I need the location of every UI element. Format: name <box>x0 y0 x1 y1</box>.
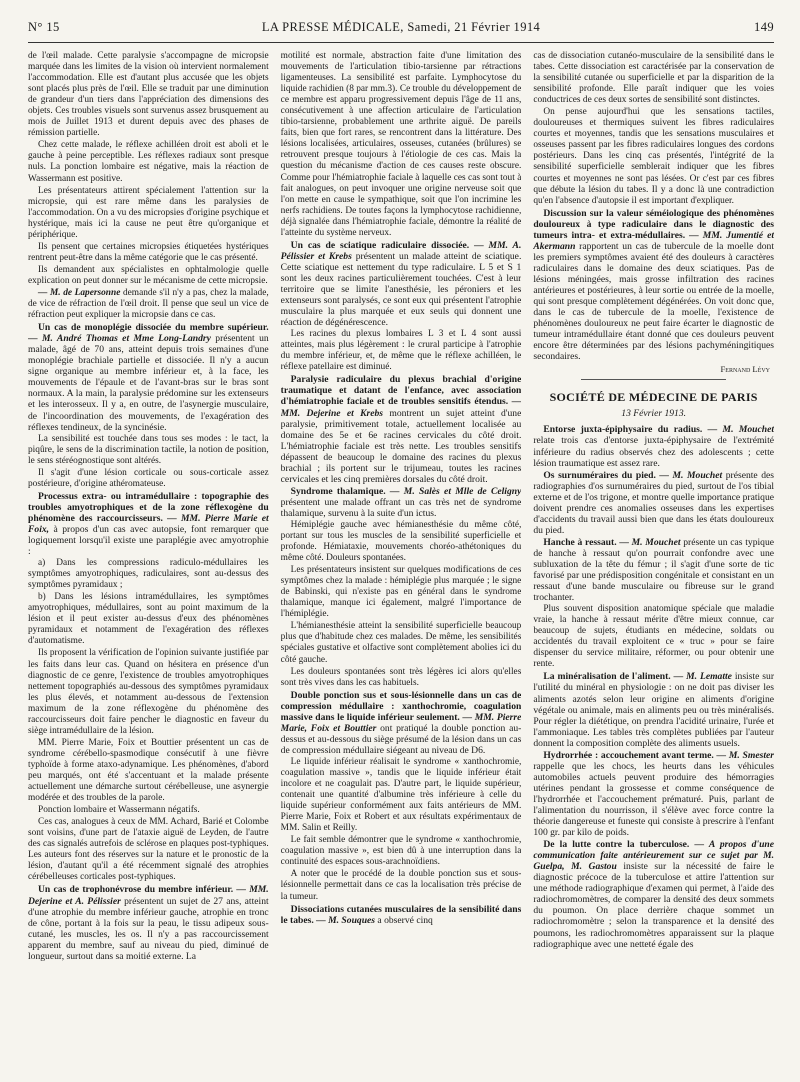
section-title: Hydrorrhée : accouchement avant terme. <box>543 749 714 761</box>
paragraph: Le fait semble démontrer que le syndrome « xanthochromie, coagulation massive », est bien dû à une interruption dans la continuité des espaces sous-arachnoïdiens. <box>280 835 522 868</box>
paragraph: Il s'agit d'une lésion corticale ou sous-corticale assez postérieure, d'origine athéromateuse. <box>28 467 269 489</box>
section-title: Paralysie radiculaire du plexus brachial d'origine traumatique et datant de l'enfance, avec association d'hémiatrophie faciale et de troubles sensitifs étendus. <box>280 374 522 408</box>
section-title: Hanche à ressaut. <box>543 536 617 548</box>
column-1 <box>28 51 269 1071</box>
section-heading <box>281 690 522 756</box>
running-header <box>28 14 774 43</box>
column-2 <box>281 51 522 1071</box>
paragraph: motilité est normale, abstraction faite d'une limitation des mouvements de l'articulation tibio-tarsienne par rétractions ligamenteuses. La sensibilité est parfaite. Lymphocytose du liquide rachidien (8 par mm.3). Ce trouble du développement de ce membre est apparu progressivement depuis l'âge de 11 ans, consécutivement à une affection articulaire de l'articulation tibio-tarsienne, probablement une arthrite aiguë. De pareils faits, bien que fort rares, se rencontrent dans la littérature. Des lésions localisées, articulaires, osseuses, cutanées (brûlures) se retrouvent presque toujours à l'étiologie de ces cas. Mais la question du mécanisme d'action de ces causes reste obscure. Comme pour l'hémiatrophie faciale à laquelle ces cas sont tout à fait analogues, on peut invoquer une origine nerveuse soit que l'on mette en cause le sympathique, soit que l'on incrimine les nerfs rachidiens. De toutes façons la lymphocytose rachidienne, déjà signalée dans l'hémiatrophie faciale, démontre la réalité de l'atteinte du système nerveux. <box>280 51 522 238</box>
section-title: Processus extra- ou intramédullaire : topographie des troubles amyotrophiques et de la zone réflexogène du phénomène des raccourcisseurs. <box>28 490 269 524</box>
paragraph: MM. Pierre Marie, Foix et Bouttier présentent un cas de syndrome cérébello-spasmodique consécutif à une fièvre typhoïde à forme ataxo-adynamique. Les phénomènes, d'abord peu marqués, ont été s'accentuant et la malade présente actuellement une démarche surtout cérébelleuse, une asynergie modérée et des troubles de la parole. <box>28 737 269 804</box>
paragraph: a) Dans les compressions radiculo-médullaires les symptômes amyotrophiques, radiculaires, sont au-dessus des symptômes pyramidaux ; <box>28 558 269 591</box>
paragraph-text: présentent un malade atteint de sciatique. Cette sciatique est nettement du type radiculaire. L 5 et S 1 sont les deux racines particulièrement touchées. C'est à leur territoire que se limite l'anesthésie, les péroniers et les extenseurs sont paralysés, ce sont eux qui présentent l'atrophie musculaire la plus marquée et eux seuls qui donnent une réaction de dégénérescence. <box>280 250 522 329</box>
author-names: — M. André Thomas et Mme Long-Landry <box>28 333 211 345</box>
page-number: 149 <box>754 20 774 34</box>
section-heading <box>533 671 774 748</box>
section-title: Un cas de trophonévrose du membre inférieur. <box>38 884 234 896</box>
issue-number: N° 15 <box>28 20 60 34</box>
article-columns <box>28 51 774 1071</box>
author-names: — MM. Dejerine et Krebs <box>280 396 522 419</box>
author-names: — M. Salès et Mlle de Celigny <box>385 485 522 497</box>
paragraph-text: insiste sur la nécessité de faire le diagnostic précoce de la tuberculose et attire l'attention sur une méthode radiographique d'examen qui permet, à l'aide des radiochromomètres, de comparer la densité des deux sommets du poumon. On place derrière chaque sommet un radiochromomètre ; selon la transparence et la densité des poumons, les radiochromomètres apparaissent sur la plaque radiographique avec une netteté égale des <box>533 861 775 950</box>
paragraph: Le liquide inférieur réalisait le syndrome « xanthochromie, coagulation massive », tandis que le liquide inférieur était incolore et ne coagulait pas. D'autre part, le liquide supérieur, contenait une quantité d'albumine très inférieure à celle du liquide supérieur conformément aux faits antérieurs de MM. Pierre Marie, Foix et Robert et aux résultats expérimentaux de MM. Salin et Reilly. <box>280 756 522 834</box>
author-names: — M. de Lapersonne <box>38 287 121 298</box>
section-title: Os surnuméraires du pied. <box>543 469 656 481</box>
section-heading <box>281 240 522 328</box>
paragraph-text: présente un cas typique de hanche à ressaut qu'on pourrait confondre avec une subluxation de la tête du fémur ; il s'agit d'une sorte de tic favorisé par une prédisposition congénitale et consistant en un ressaut d'une bande musculaire ou fibreuse sur le grand trochanter. <box>533 536 775 604</box>
author-names: — MM. Pierre Marie et Foix, <box>28 512 269 535</box>
paragraph: Ils pensent que certaines micropsies étiquetées hystériques rentrent peut-être dans la même catégorie que le cas présenté. <box>28 241 269 263</box>
paragraph: Ils demandent aux spécialistes en ophtalmologie quelle explication on peut donner sur le mécanisme de cette micropsie. <box>28 264 269 286</box>
author-names: — M. Mouchet <box>655 469 723 481</box>
author-names: — M. Mouchet <box>616 536 681 548</box>
paragraph-text: insiste sur l'utilité du minéral en physiologie : on ne doit pas diviser les aliments azotés selon leur origine en aliments d'origine végétale ou animale, mais en aliments peu ou très minéralisés. Pour régler la diététique, on prendra l'acidité urinaire, l'urée et l'ammoniaque. Les tables très complètes publiées par l'auteur donnent la composition complète des aliments usuels. <box>533 671 775 749</box>
paragraph: Ils proposent la vérification de l'opinion suivante justifiée par les faits dans leur cas. Quand on hésitera en présence d'un diagnostic de ce genre, l'existence de troubles amyotrophiques nettement topographiés au-dessous des symptômes pyramidaux les plus élevés, et notamment au-dessous de l'extension maximum de la zone réflexogène du phénomène des raccourcisseurs doit faire pencher le diagnostic en faveur du siège intramédullaire de la lésion. <box>28 648 269 736</box>
paragraph: Les présentateurs insistent sur quelques modifications de ces symptômes chez la malade : hémiplégie plus marquée ; le signe de Babinski, qui n'existe pas en général dans le syndrome thalamique, manque ici également, malgré l'importance de l'hémiplégie. <box>280 565 522 620</box>
section-title: Double ponction sus et sous-lésionnelle dans un cas de compression médullaire : xanthochromie, coagulation massive dans le liquide inférieur seulement. <box>280 689 522 723</box>
paragraph-text: relate trois cas d'entorse juxta-épiphysaire de l'extrémité inférieure du radius observés chez des adolescents ; cette lésion traumatique est assez rare. <box>533 435 775 469</box>
paragraph: L'hémianesthésie atteint la sensibilité superficielle beaucoup plus que d'habitude chez ces malades. De même, les sensibilités spéciales gustative et olfactive sont complètement abolies ici du côté gauche. <box>280 621 522 665</box>
paragraph: b) Dans les lésions intramédullaires, les symptômes amyotrophiques, médullaires, sont au point maximum de la lésion et il peut exister au-dessus d'eux des phénomènes pyramidaux et notamment de l'exagération des réflexes d'automatisme. <box>28 592 269 647</box>
paragraph: Les racines du plexus lombaires L 3 et L 4 sont aussi atteintes, mais plus légèrement : le crural participe à l'atrophie du membre inférieur, et, de même que le réflexe achilléen, le réflexe patellaire est diminué. <box>280 329 522 373</box>
paragraph: Hémiplégie gauche avec hémianesthésie du même côté, portant sur tous les muscles de la sensibilité superficielle et profonde. Hémiataxie, mouvements choréo-athétoniques du même côté. Douleurs spontanées. <box>280 519 522 564</box>
column-3 <box>533 51 774 1071</box>
paragraph: Plus souvent disposition anatomique spéciale que maladie vraie, la hanche à ressaut mérite d'être mieux connue, car beaucoup de sujets, étudiants en médecine, soldats ou accidentés du travail exploitent ce « truc » pour se faire dispenser du service militaire, réformer, ou pour obtenir une rente. <box>533 604 775 670</box>
author-names: — MM. A. Pélissier et Krebs <box>280 239 522 262</box>
paragraph-text: présentent une malade offrant un cas très net de syndrome thalamique, survenu à la suite d'un ictus. <box>280 496 522 519</box>
paragraph: cas de dissociation cutanéo-musculaire de la sensibilité dans le tabes. Cette dissociation est caractérisée par la conservation de la sensibilité cutanée ou superficielle et par la disparition de la sensibilité profonde. Elle paraît indiquer que les voies conductrices de ces deux sortes de sensibilité sont distinctes. <box>533 51 775 106</box>
section-heading <box>28 491 269 557</box>
paragraph: Les présentateurs attirent spécialement l'attention sur la micropsie, qui est rare même dans les paralysies de l'accommodation. On a vu des micropsies d'origine psychique et hystérique, mais ici la cause ne peut être qu'organique et périphérique. <box>28 185 269 240</box>
paragraph: Chez cette malade, le réflexe achilléen droit est aboli et le gauche à peine perceptible. Les réflexes radiaux sont presque nuls. La ponction lombaire est négative, mais la réaction de Wassermann est positive. <box>28 140 269 184</box>
section-title: Dissociations cutanées musculaires de la sensibilité dans le tabes. <box>280 903 522 926</box>
author-names: — MM. Jumentié et Akermann <box>533 229 775 252</box>
author-names: — M. Smester <box>713 749 775 761</box>
section-divider <box>581 379 725 380</box>
paragraph: A noter que le procédé de la double ponction sus et sous-lésionnelle permettait dans ce cas la localisation très précise de la tumeur. <box>280 869 522 902</box>
section-heading <box>533 537 774 603</box>
section-title: Entorse juxta-épiphysaire du radius. <box>543 424 703 436</box>
author-names: — A propos d'une communication faite antérieurement sur ce sujet par M. Guelpa, M. Gastou <box>533 839 775 873</box>
section-title: Discussion sur la valeur séméiologique des phénomènes douloureux à type radiculaire dans le diagnostic des tumeurs intra- et extra-médullaires. <box>533 207 775 241</box>
section-heading <box>28 322 269 432</box>
section-title: De la lutte contre la tuberculose. <box>543 839 690 851</box>
paragraph: Les douleurs spontanées sont très légères ici alors qu'elles sont très vives dans les cas habituels. <box>280 666 522 688</box>
section-title: Un cas de sciatique radiculaire dissociée. <box>290 239 470 251</box>
paragraph: On pense aujourd'hui que les sensations tactiles, douloureuses et thermiques suivent les fibres radiculaires courtes et moyennes, tandis que les sensations musculaires et osseuses passent par les fibres radiculaires longues des cordons postérieurs. Dans les cinq cas présentés, l'intégrité de la sensibilité superficielle semblerait indiquer que les fibres courtes et moyennes ne sont pas lésées. Or c'est par ces fibres que débute la lésion du tabes. Il y a donc là une contradiction qu'en l'absence d'autopsie il est important d'expliquer. <box>533 107 775 206</box>
author-names: — MM. Pierre Marie, Foix et Bouttier <box>280 711 522 734</box>
journal-title: LA PRESSE MÉDICALE, Samedi, 21 Février 1914 <box>261 20 541 34</box>
paragraph-text: à propos d'un cas avec autopsie, font remarquer que logiquement lorsqu'il existe une paraplégie avec amyotrophie : <box>28 523 269 558</box>
section-heading <box>533 470 774 536</box>
paragraph-text: demande s'il n'y a pas, chez la malade, de vice de réfraction de l'œil droit. Il pense que seul un vice de réfraction peut expliquer la micropsie dans ce cas. <box>28 287 269 321</box>
section-heading <box>533 750 774 838</box>
paragraph-text: montrent un sujet atteint d'une paralysie, primitivement totale, actuellement localisée au domaine des 5e et 6e racines cervicales du côté droit. L'hémiatrophie faciale est très nette. Les troubles sensitifs dépassent de beaucoup le domaine des racines du plexus brachial ; ils portent sur le trijumeau, toutes les racines cervicales et les cinq premières dorsales du côté droit. <box>280 407 522 485</box>
paragraph: de l'œil malade. Cette paralysie s'accompagne de micropsie marquée dans les limites de la vision où intervient normalement l'accommodation. Elle est d'autant plus accusée que les objets sont placés plus près de l'œil. Elle se traduit par une diminution de grandeur d'un tiers dans l'appréciation des dimensions des objets. Ces troubles visuels sont survenus assez brusquement au mois de Juillet 1913 et durent depuis avec des phases de rémission partielle. <box>28 51 269 139</box>
paragraph-text: présentent un sujet de 27 ans, atteint d'une atrophie du membre inférieur gauche, atrophie en tronc de cône, portant à la fois sur la peau, le tissu adipeux sous-cutané, les muscles, les os. Il n'y a pas raccourcissement apparent du membre, sauf au niveau du pied, diminué de longueur, surtout dans sa moitié externe. La <box>28 895 269 962</box>
section-heading <box>533 424 774 468</box>
paragraph: La sensibilité est touchée dans tous ses modes : le tact, la piqûre, le sens de la discrimination tactile, la notion de position, le sens stéréognostique sont altérés. <box>28 433 269 466</box>
section-title: Syndrome thalamique. <box>290 485 386 497</box>
session-date: 13 Février 1913. <box>621 408 687 420</box>
section-heading <box>533 839 774 949</box>
section-title: Un cas de monoplégie dissociée du membre supérieur. <box>38 322 269 334</box>
paragraph-text: a observé cinq <box>375 914 433 926</box>
section-heading <box>281 904 522 926</box>
paragraph: Ponction lombaire et Wassermann négatifs. <box>38 805 200 816</box>
paragraph: Ces cas, analogues à ceux de MM. Achard, Barié et Colombe sont voisins, d'une part de l'ataxie aiguë de Leyden, de l'autre des cas signalés autrefois de sclérose en plaques post-typhiques. Les auteurs font des réserves sur la nature et le pronostic de la lésion, d'autant qu'il a été récemment signalé des atrophies cérébelleuses corticales post-typhiques. <box>28 817 269 883</box>
author-names: — M. Lematte <box>670 671 732 683</box>
section-title: La minéralisation de l'aliment. <box>543 671 671 683</box>
section-heading <box>281 374 522 484</box>
author-names: — M. Mouchet <box>702 424 774 436</box>
paragraph-text: présente des radiographies d'os surnuméraires du pied, surtout de l'os tibial externe et de l'os trigone, et montre quelle importance pratique doivent prendre ces anomalies osseuses dans les expertises d'accidents du travail aussi bien que dans les états douloureux du pied. <box>533 469 775 536</box>
paragraph <box>28 288 269 321</box>
paragraph-text: rapportent un cas de tubercule de la moelle dont les premiers symptômes avaient été des douleurs à caractères radiculaires dans le domaine des deux sciatiques. Pas de lésions méningées, mais grosse infiltration des racines antérieures et postérieures, à leur sortie ou entrée de la moelle, qui sont presque complètement dégénérées. On voit donc que, dans le cas de tubercule de la moelle, l'existence de phénomènes douloureux ne peut faire écarter le diagnostic de tumeur intramédullaire étant donné que ces douleurs peuvent encore être déterminées par des lésions pachyméningitiques secondaires. <box>533 240 775 363</box>
article-signature: Fernand Lévy <box>720 364 771 375</box>
society-heading: SOCIÉTÉ DE MÉDECINE DE PARIS <box>549 390 758 405</box>
paragraph-text: ont pratiqué la double ponction au-dessus et au-dessous du siège présumé de la lésion dans un cas de compression médullaire siégeant au niveau de D6. <box>280 722 522 756</box>
section-heading <box>533 208 774 363</box>
author-names: — M. Souques <box>313 914 376 926</box>
section-heading <box>28 884 269 961</box>
paragraph-text: présentent un malade, âgé de 70 ans, atteint depuis trois semaines d'une monoplégie brachiale partielle et dissociée. Il n'y a aucun signe organique au membre inférieur et, à la face, les mouvements de l'épaule et de l'avant-bras sur le bras sont normaux. A la main, la paralysie prédomine sur les extenseurs et les interosseux. Il y a, en outre, de l'asynergie musculaire, de l'incoordination des mouvements, de l'exagération des réflexes tendineux, de la syncinésie. <box>28 333 269 433</box>
paragraph-text: rappelle que les chocs, les heurts dans les véhicules automobiles actuels peuvent produire des hémorragies utérines pendant la grossesse et comme conséquence de l'hydrorrhée et l'accouchement prématuré. Puis, parlant de l'alimentation du nourrisson, il s'élève avec force contre la théorie dangereuse et funeste qui consiste à prescrire à l'enfant 100 gr. par kilo de poids. <box>533 760 775 839</box>
author-names: — MM. Dejerine et A. Pélissier <box>28 884 269 907</box>
section-heading <box>281 486 522 519</box>
